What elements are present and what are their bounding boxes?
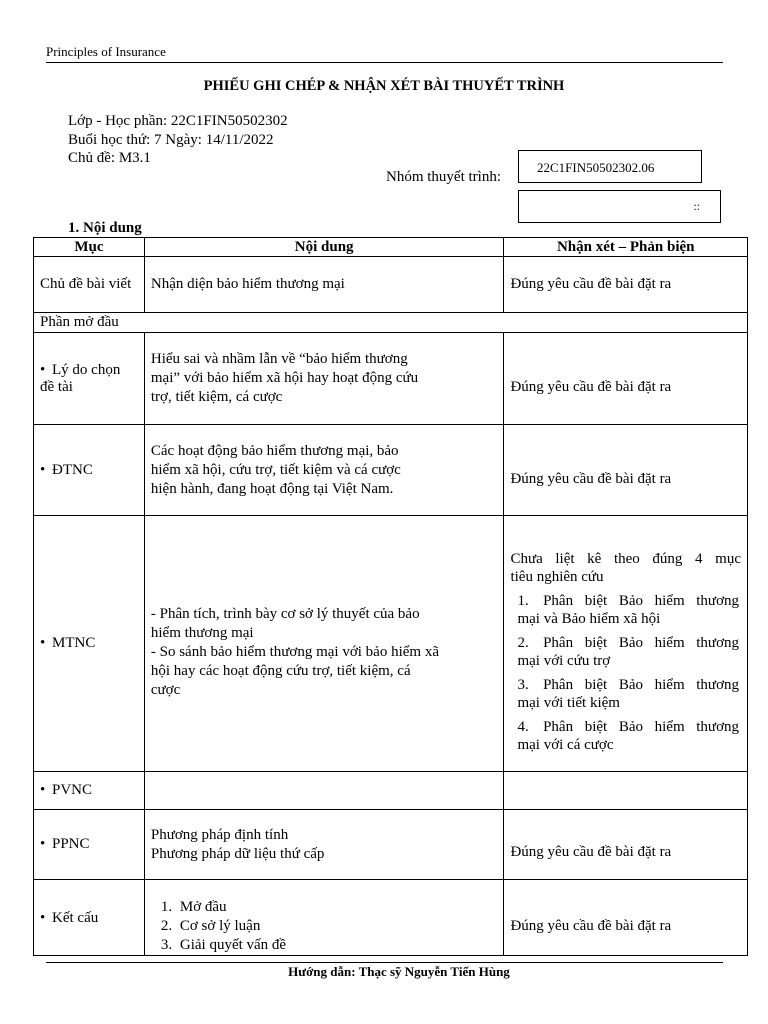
header-divider: [46, 62, 723, 63]
row-content: Nhận diện bảo hiểm thương mại: [144, 257, 504, 313]
row-label-text: Kết cấu: [52, 910, 99, 926]
footer-instructor: Hướng dẫn: Thạc sỹ Nguyễn Tiến Hùng: [288, 964, 510, 979]
bullet-icon: •: [40, 361, 46, 378]
bullet-icon: •: [40, 910, 46, 926]
list-item: 2. Cơ sở lý luận: [176, 917, 498, 936]
bullet-icon: •: [40, 836, 46, 852]
bullet-icon: •: [40, 782, 46, 798]
row-comment: Đúng yêu cầu đề bài đặt ra: [504, 333, 748, 425]
row-content: Phương pháp định tính Phương pháp dữ liệu thứ cấp: [144, 810, 504, 880]
row-label: [34, 333, 145, 425]
criteria-item: 4. Phân biệt Bảo hiểm thương mại với cá cược: [517, 719, 739, 753]
row-label: [34, 425, 145, 516]
criteria-item: 3. Phân biệt Bảo hiểm thương mại với tiết kiệm: [517, 677, 739, 711]
table-row: [34, 516, 748, 772]
footer-divider: [46, 962, 723, 963]
row-content: - Phân tích, trình bày cơ sở lý thuyết của bảo hiểm thương mại - So sánh bảo hiểm thương mại với bảo hiểm xã hội hay các hoạt động cứu trợ, tiết kiệm, cá cược: [144, 516, 504, 772]
group-extra-box: [518, 190, 721, 223]
row-label-text: Lý do chọn đề tài: [40, 361, 121, 395]
header-muc: Mục: [34, 238, 145, 257]
structure-list: [151, 898, 498, 955]
bullet-icon: •: [40, 635, 46, 651]
row-label: [34, 772, 145, 810]
bullet-icon: •: [40, 461, 46, 478]
row-content: Các hoạt động bảo hiểm thương mại, bảo hiểm xã hội, cứu trợ, tiết kiệm và cá cược hiện hành, đang hoạt động tại Việt Nam.: [144, 425, 504, 516]
table-row: [34, 880, 748, 956]
document-title: PHIẾU GHI CHÉP & NHẬN XÉT BÀI THUYẾT TRÌNH: [203, 78, 565, 94]
list-item: 1. Mở đầu: [176, 898, 498, 917]
row-content: Hiểu sai và nhầm lẫn về “bảo hiểm thương mại” với bảo hiểm xã hội hay hoạt động cứu trợ, tiết kiệm, cá cược: [144, 333, 504, 425]
criteria-item: 2. Phân biệt Bảo hiểm thương mại với cứu trợ: [517, 635, 739, 669]
table-row: [34, 313, 748, 333]
table-row: [34, 810, 748, 880]
row-label: Chủ đề bài viết: [34, 257, 145, 313]
row-content: [144, 880, 504, 956]
box-mark: ::: [693, 199, 700, 213]
table-row: [34, 772, 748, 810]
topic-line: Chủ đề: M3.1: [68, 150, 151, 166]
row-comment: Đúng yêu cầu đề bài đặt ra: [504, 425, 748, 516]
row-content: [144, 772, 504, 810]
list-item: 3. Giải quyết vấn đề: [176, 936, 498, 955]
header-noi-dung: Nội dung: [144, 238, 504, 257]
evaluation-table: [33, 237, 748, 956]
row-label-text: ĐTNC: [52, 461, 93, 478]
row-comment: [504, 772, 748, 810]
row-label-text: PPNC: [52, 836, 90, 852]
criteria-item: 1. Phân biệt Bảo hiểm thương mại và Bảo hiểm xã hội: [517, 593, 739, 627]
row-label: [34, 516, 145, 772]
row-comment: Đúng yêu cầu đề bài đặt ra: [504, 810, 748, 880]
section-row-label: Phần mở đầu: [34, 313, 748, 333]
table-row: [34, 425, 748, 516]
class-line: Lớp - Học phần: 22C1FIN50502302: [68, 113, 288, 129]
table-row: [34, 333, 748, 425]
row-comment: Đúng yêu cầu đề bài đặt ra: [504, 880, 748, 956]
row-label: [34, 880, 145, 956]
group-value-box: 22C1FIN50502302.06: [518, 150, 702, 183]
course-header: Principles of Insurance: [46, 44, 166, 59]
row-comment: Đúng yêu cầu đề bài đặt ra: [504, 257, 748, 313]
table-row: [34, 257, 748, 313]
row-label-text: PVNC: [52, 782, 93, 798]
table-header-row: [34, 238, 748, 257]
group-label: Nhóm thuyết trình:: [386, 169, 501, 185]
row-comment: [504, 516, 748, 772]
comment-intro: Chưa liệt kê theo đúng 4 mục tiêu nghiên cứu: [510, 551, 741, 585]
header-nhan-xet: Nhận xét – Phản biện: [504, 238, 748, 257]
session-line: Buổi học thứ: 7 Ngày: 14/11/2022: [68, 132, 274, 148]
row-label: [34, 810, 145, 880]
row-label-text: MTNC: [52, 635, 96, 651]
section-heading: 1. Nội dung: [68, 220, 142, 236]
